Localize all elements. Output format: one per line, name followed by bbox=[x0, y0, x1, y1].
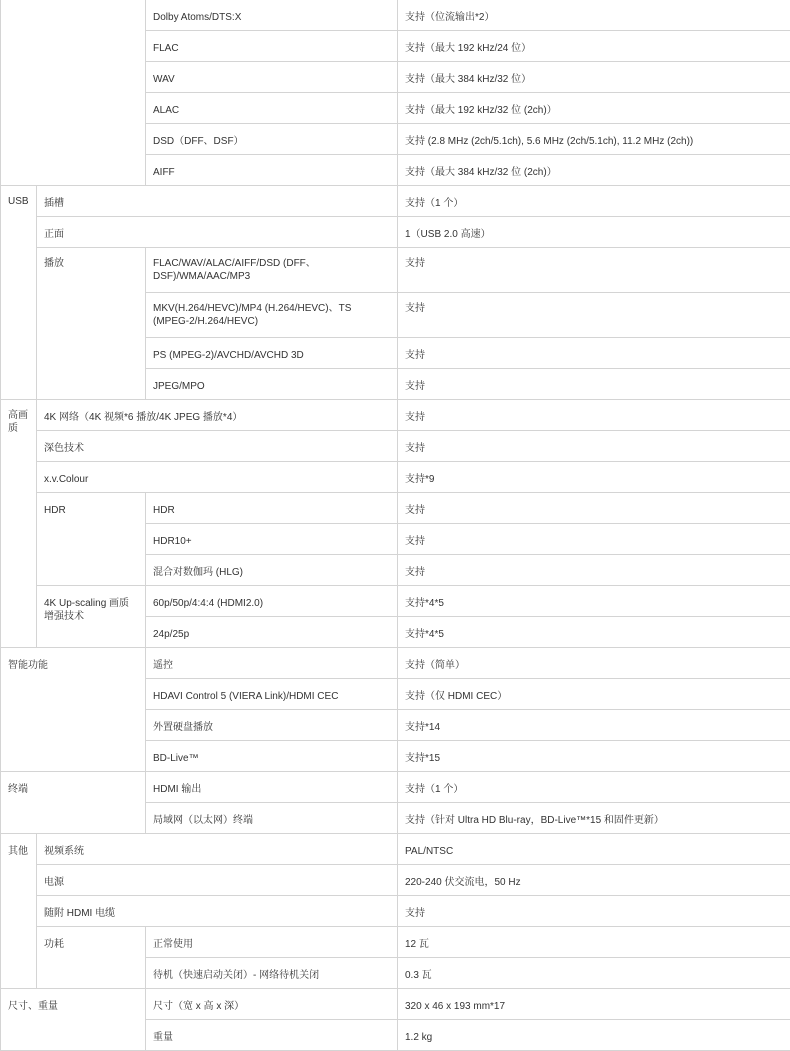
subgroup-label-playback: 播放 bbox=[37, 248, 146, 400]
spec-label: 随附 HDMI 电缆 bbox=[37, 896, 398, 927]
spec-label: BD-Live™ bbox=[146, 741, 398, 772]
spec-label: 重量 bbox=[146, 1020, 398, 1051]
spec-label: 60p/50p/4:4:4 (HDMI2.0) bbox=[146, 586, 398, 617]
spec-label: x.v.Colour bbox=[37, 462, 398, 493]
spec-label: Dolby Atoms/DTS:X bbox=[146, 0, 398, 31]
spec-label: HDR bbox=[146, 493, 398, 524]
table-row bbox=[1, 217, 790, 248]
spec-label: 24p/25p bbox=[146, 617, 398, 648]
spec-value: 支持（1 个） bbox=[398, 772, 790, 803]
spec-value: 220-240 伏交流电，50 Hz bbox=[398, 865, 790, 896]
spec-value: 12 瓦 bbox=[398, 927, 790, 958]
spec-label: 4K 网络（4K 视频*6 播放/4K JPEG 播放*4） bbox=[37, 400, 398, 431]
table-row bbox=[1, 431, 790, 462]
spec-label: HDAVI Control 5 (VIERA Link)/HDMI CEC bbox=[146, 679, 398, 710]
spec-value: 支持（最大 384 kHz/32 位 (2ch)） bbox=[398, 155, 790, 186]
spec-label: 插槽 bbox=[37, 186, 398, 217]
spec-value: 1.2 kg bbox=[398, 1020, 790, 1051]
spec-label: 尺寸（宽 x 高 x 深） bbox=[146, 989, 398, 1020]
spec-value: 支持*14 bbox=[398, 710, 790, 741]
table-row bbox=[1, 834, 790, 865]
subgroup-label-hdr: HDR bbox=[37, 493, 146, 586]
spec-label: HDMI 输出 bbox=[146, 772, 398, 803]
spec-label: 遥控 bbox=[146, 648, 398, 679]
spec-value: 支持 bbox=[398, 493, 790, 524]
spec-value: 0.3 瓦 bbox=[398, 958, 790, 989]
spec-value: 1（USB 2.0 高速） bbox=[398, 217, 790, 248]
spec-label: AIFF bbox=[146, 155, 398, 186]
spec-value: 支持*9 bbox=[398, 462, 790, 493]
section-title-size: 尺寸、重量 bbox=[1, 989, 146, 1051]
table-row bbox=[1, 989, 790, 1020]
spec-label: DSD（DFF、DSF） bbox=[146, 124, 398, 155]
spec-value: 支持 bbox=[398, 524, 790, 555]
spec-label: WAV bbox=[146, 62, 398, 93]
table-row bbox=[1, 400, 790, 431]
spec-value: 支持 bbox=[398, 293, 790, 338]
spec-label: JPEG/MPO bbox=[146, 369, 398, 400]
subgroup-label-upscaling: 4K Up-scaling 画质增强技术 bbox=[37, 586, 146, 648]
spec-value: 支持（简单） bbox=[398, 648, 790, 679]
spec-value: 支持（最大 384 kHz/32 位） bbox=[398, 62, 790, 93]
section-title-usb: USB bbox=[1, 186, 37, 400]
spec-label: FLAC/WAV/ALAC/AIFF/DSD (DFF、DSF)/WMA/AAC/MP3 bbox=[146, 248, 398, 293]
spec-label: 待机（快速启动关闭）- 网络待机关闭 bbox=[146, 958, 398, 989]
spec-label: MKV(H.264/HEVC)/MP4 (H.264/HEVC)、TS (MPEG-2/H.264/HEVC) bbox=[146, 293, 398, 338]
spec-label: 正面 bbox=[37, 217, 398, 248]
spec-value: 支持 bbox=[398, 369, 790, 400]
spec-label: 电源 bbox=[37, 865, 398, 896]
spec-label: 视频系统 bbox=[37, 834, 398, 865]
table-row bbox=[1, 865, 790, 896]
section-title-other: 其他 bbox=[1, 834, 37, 989]
spec-label: PS (MPEG-2)/AVCHD/AVCHD 3D bbox=[146, 338, 398, 369]
spec-value: PAL/NTSC bbox=[398, 834, 790, 865]
spec-value: 支持（针对 Ultra HD Blu-ray，BD-Live™*15 和固件更新） bbox=[398, 803, 790, 834]
spec-label: 正常使用 bbox=[146, 927, 398, 958]
spec-value: 支持（位流输出*2） bbox=[398, 0, 790, 31]
spec-label: 混合对数伽玛 (HLG) bbox=[146, 555, 398, 586]
audio-group-cell bbox=[1, 0, 146, 186]
table-row bbox=[1, 896, 790, 927]
subgroup-label-consumption: 功耗 bbox=[37, 927, 146, 989]
section-title-hq: 高画质 bbox=[1, 400, 37, 648]
spec-value: 320 x 46 x 193 mm*17 bbox=[398, 989, 790, 1020]
table-row bbox=[1, 586, 790, 617]
spec-value: 支持（最大 192 kHz/32 位 (2ch)） bbox=[398, 93, 790, 124]
spec-label: 外置硬盘播放 bbox=[146, 710, 398, 741]
spec-label: HDR10+ bbox=[146, 524, 398, 555]
spec-value: 支持 (2.8 MHz (2ch/5.1ch), 5.6 MHz (2ch/5.1ch), 11.2 MHz (2ch)) bbox=[398, 124, 790, 155]
table-row bbox=[1, 0, 790, 31]
table-row bbox=[1, 462, 790, 493]
table-row bbox=[1, 248, 790, 293]
spec-value: 支持（1 个） bbox=[398, 186, 790, 217]
spec-label: 深色技术 bbox=[37, 431, 398, 462]
spec-value: 支持 bbox=[398, 431, 790, 462]
spec-value: 支持*4*5 bbox=[398, 617, 790, 648]
spec-value: 支持 bbox=[398, 896, 790, 927]
spec-value: 支持（仅 HDMI CEC） bbox=[398, 679, 790, 710]
spec-value: 支持 bbox=[398, 400, 790, 431]
table-row bbox=[1, 927, 790, 958]
section-title-terminal: 终端 bbox=[1, 772, 146, 834]
spec-value: 支持 bbox=[398, 338, 790, 369]
spec-label: 局域网（以太网）终端 bbox=[146, 803, 398, 834]
spec-value: 支持 bbox=[398, 248, 790, 293]
spec-value: 支持*15 bbox=[398, 741, 790, 772]
spec-value: 支持*4*5 bbox=[398, 586, 790, 617]
section-title-smart: 智能功能 bbox=[1, 648, 146, 772]
spec-label: ALAC bbox=[146, 93, 398, 124]
spec-value: 支持（最大 192 kHz/24 位） bbox=[398, 31, 790, 62]
spec-value: 支持 bbox=[398, 555, 790, 586]
table-row bbox=[1, 186, 790, 217]
table-row bbox=[1, 772, 790, 803]
table-row bbox=[1, 648, 790, 679]
spec-label: FLAC bbox=[146, 31, 398, 62]
table-row bbox=[1, 493, 790, 524]
